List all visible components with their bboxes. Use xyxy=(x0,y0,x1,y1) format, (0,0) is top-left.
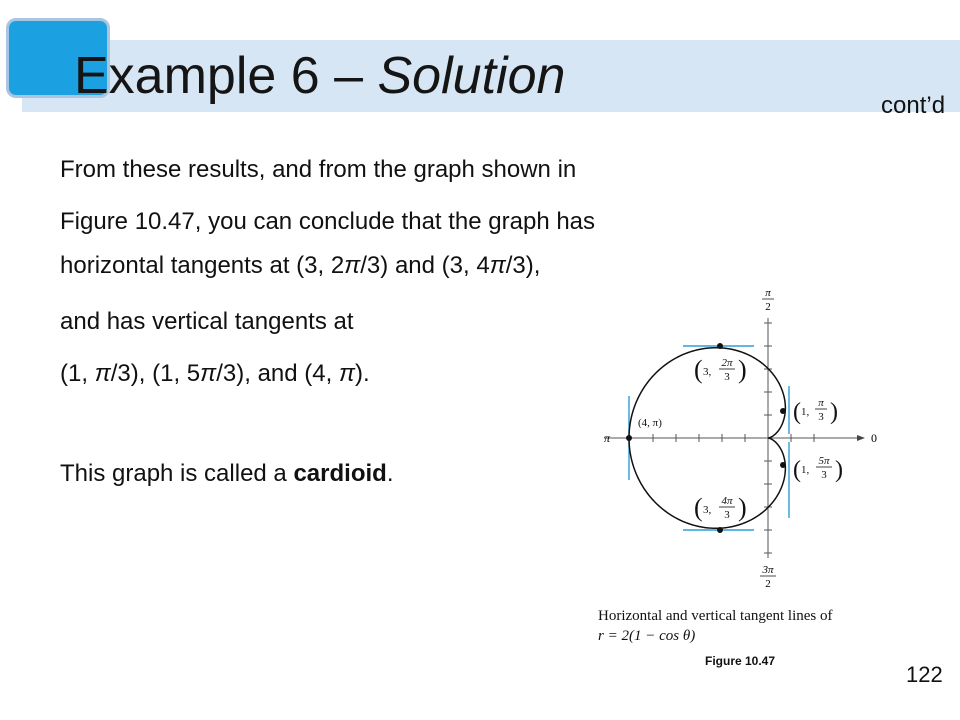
svg-text:): ) xyxy=(738,493,747,522)
label-upper-right-num: π xyxy=(818,397,824,409)
point-upper-right xyxy=(780,408,786,414)
label-upper-right-a: 1, xyxy=(801,406,810,418)
text-line-3: horizontal tangents at (3, 2π/3) and (3, 4π/3), xyxy=(60,252,541,279)
figure-caption-line-2: r = 2(1 − cos θ) xyxy=(598,628,696,644)
svg-text:): ) xyxy=(830,399,838,425)
label-top-den: 3 xyxy=(724,371,730,383)
label-bottom-a: 3, xyxy=(703,504,712,516)
label-lower-right-den: 3 xyxy=(821,469,827,481)
point-top xyxy=(717,343,723,349)
svg-text:(: ( xyxy=(694,493,703,522)
svg-text:(: ( xyxy=(694,355,703,384)
text-line-5: (1, π/3), (1, 5π/3), and (4, π). xyxy=(60,360,370,387)
slide-title: Example 6 – Solution xyxy=(74,47,566,105)
label-bottom-den: 3 xyxy=(724,509,730,521)
text-line-2: Figure 10.47, you can conclude that the graph has xyxy=(60,208,596,235)
axis-right-label: 0 xyxy=(871,431,877,445)
cardioid-sentence: This graph is called a cardioid. xyxy=(60,460,394,487)
axis-left-label: π xyxy=(603,431,611,445)
label-upper-right-den: 3 xyxy=(818,411,824,423)
cardioid-figure xyxy=(596,282,886,652)
label-bottom-num: 4π xyxy=(721,495,733,507)
point-lower-right xyxy=(780,462,786,468)
axis-top-denominator: 2 xyxy=(765,301,771,313)
svg-text:): ) xyxy=(738,355,747,384)
svg-text:(: ( xyxy=(793,399,801,425)
svg-text:(: ( xyxy=(793,457,801,483)
label-lower-right-a: 1, xyxy=(801,464,810,476)
label-top-a: 3, xyxy=(703,366,712,378)
text-line-4: and has vertical tangents at xyxy=(60,308,354,335)
figure-label: Figure 10.47 xyxy=(705,654,776,668)
label-lower-right-num: 5π xyxy=(818,455,830,467)
page-number: 122 xyxy=(906,662,943,687)
label-left: (4, π) xyxy=(638,417,662,429)
text-line-1: From these results, and from the graph shown in xyxy=(60,156,577,183)
label-top-num: 2π xyxy=(721,357,733,369)
point-left xyxy=(626,435,632,441)
axis-bottom-denominator: 2 xyxy=(765,578,771,590)
cardioid-term: cardioid xyxy=(293,460,387,487)
axis-bottom-numerator: 3π xyxy=(762,564,774,576)
figure-caption-line-1: Horizontal and vertical tangent lines of xyxy=(598,608,833,624)
axis-top-numerator: π xyxy=(765,287,771,299)
continued-label: cont’d xyxy=(881,92,946,119)
svg-text:): ) xyxy=(835,457,843,483)
point-bottom xyxy=(717,527,723,533)
